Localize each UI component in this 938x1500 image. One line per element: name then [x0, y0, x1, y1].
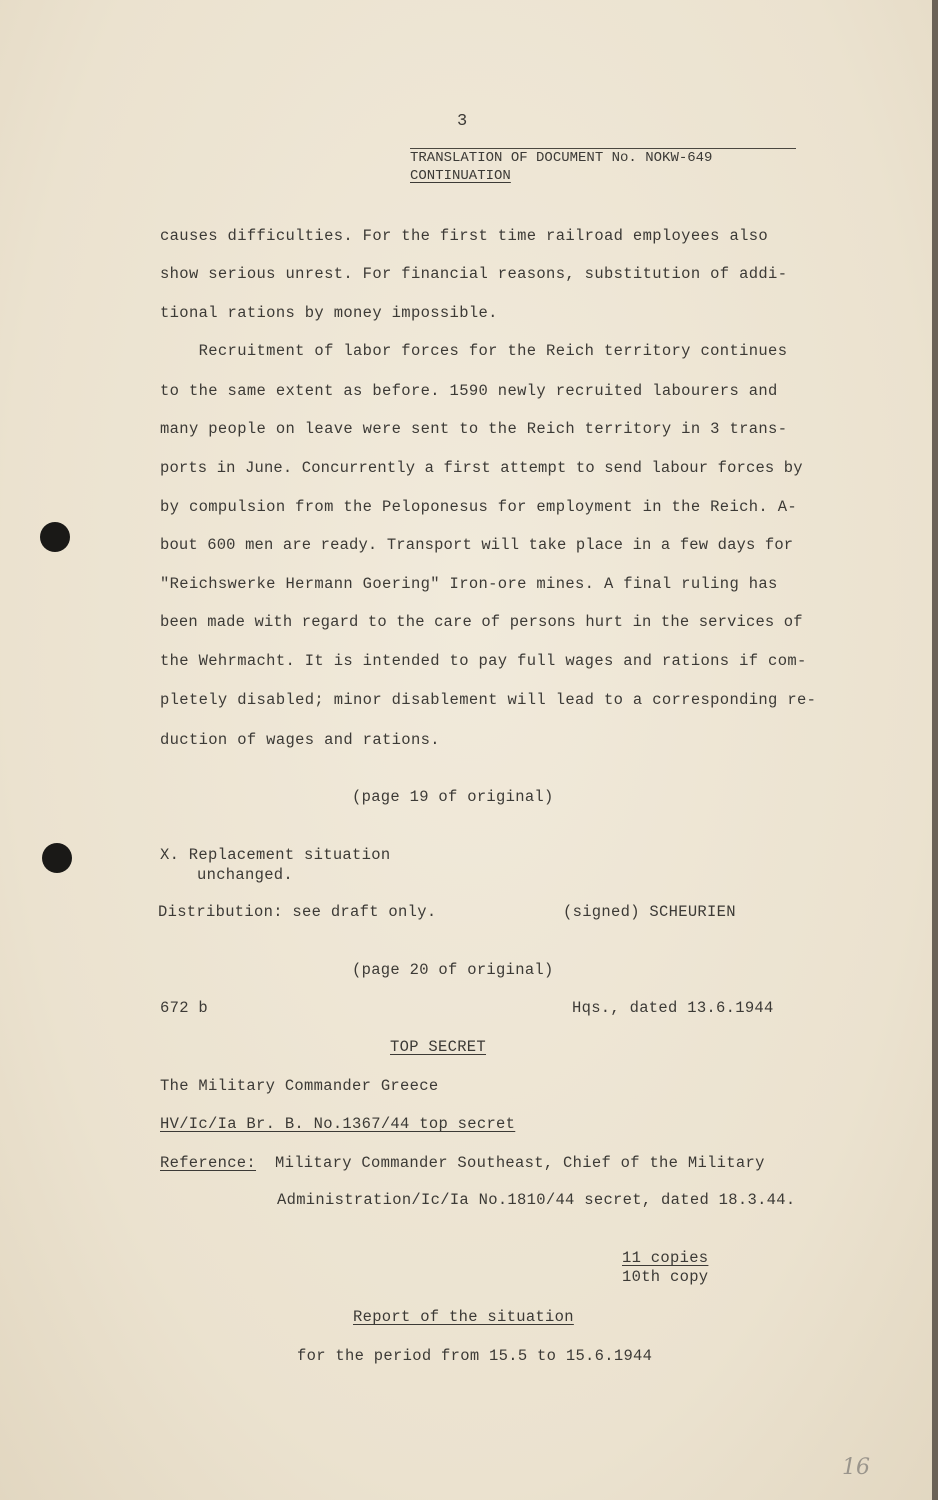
body-line: been made with regard to the care of persons hurt in the services of [160, 613, 803, 631]
body-line: many people on leave were sent to the Reich territory in 3 trans- [160, 420, 788, 438]
punch-hole-upper [40, 522, 70, 552]
report-title: Report of the situation [353, 1308, 574, 1326]
reference-text-continued: Administration/Ic/Ia No.1810/44 secret, dated 18.3.44. [277, 1191, 796, 1209]
page-edge [932, 0, 938, 1500]
body-line: ports in June. Concurrently a first attempt to send labour forces by [160, 459, 803, 477]
page-reference-20: (page 20 of original) [352, 961, 554, 979]
body-line: pletely disabled; minor disablement will lead to a corresponding re- [160, 691, 817, 709]
body-line: to the same extent as before. 1590 newly recruited labourers and [160, 382, 778, 400]
section-x-heading: X. Replacement situation [160, 846, 391, 864]
body-line: Recruitment of labor forces for the Reich territory continues [160, 342, 788, 360]
reference-text: Military Commander Southeast, Chief of the Military [275, 1154, 765, 1172]
punch-hole-lower [42, 843, 72, 873]
copy-number: 10th copy [622, 1268, 709, 1286]
body-line: the Wehrmacht. It is intended to pay full wages and rations if com- [160, 652, 807, 670]
file-number: HV/Ic/Ia Br. B. No.1367/44 top secret [160, 1115, 516, 1133]
folio-number: 16 [842, 1455, 870, 1480]
sender-line: The Military Commander Greece [160, 1077, 439, 1095]
header-continuation: CONTINUATION [410, 168, 511, 184]
headquarters-date: Hqs., dated 13.6.1944 [572, 999, 774, 1017]
body-line: tional rations by money impossible. [160, 304, 498, 322]
body-line: causes difficulties. For the first time railroad employees also [160, 227, 769, 245]
reference-label: Reference: [160, 1154, 257, 1172]
body-line: bout 600 men are ready. Transport will take place in a few days for [160, 536, 794, 554]
page-reference-19: (page 19 of original) [352, 788, 554, 806]
body-line: duction of wages and rations. [160, 731, 440, 749]
report-period: for the period from 15.5 to 15.6.1944 [297, 1347, 653, 1365]
page-number: 3 [457, 112, 468, 131]
header-translation-title: TRANSLATION OF DOCUMENT No. NOKW-649 [410, 150, 713, 166]
section-x-text: unchanged. [197, 866, 294, 884]
signature-line: (signed) SCHEURIEN [563, 903, 736, 921]
document-reference: 672 b [160, 999, 209, 1017]
header-rule [410, 148, 796, 149]
body-line: "Reichswerke Hermann Goering" Iron-ore mines. A final ruling has [160, 575, 778, 593]
body-line: show serious unrest. For financial reasons, substitution of addi- [160, 265, 788, 283]
body-line: by compulsion from the Peloponesus for employment in the Reich. A- [160, 498, 797, 516]
copies-count: 11 copies [622, 1249, 709, 1267]
distribution-note: Distribution: see draft only. [158, 903, 437, 921]
classification-marking: TOP SECRET [390, 1038, 487, 1056]
